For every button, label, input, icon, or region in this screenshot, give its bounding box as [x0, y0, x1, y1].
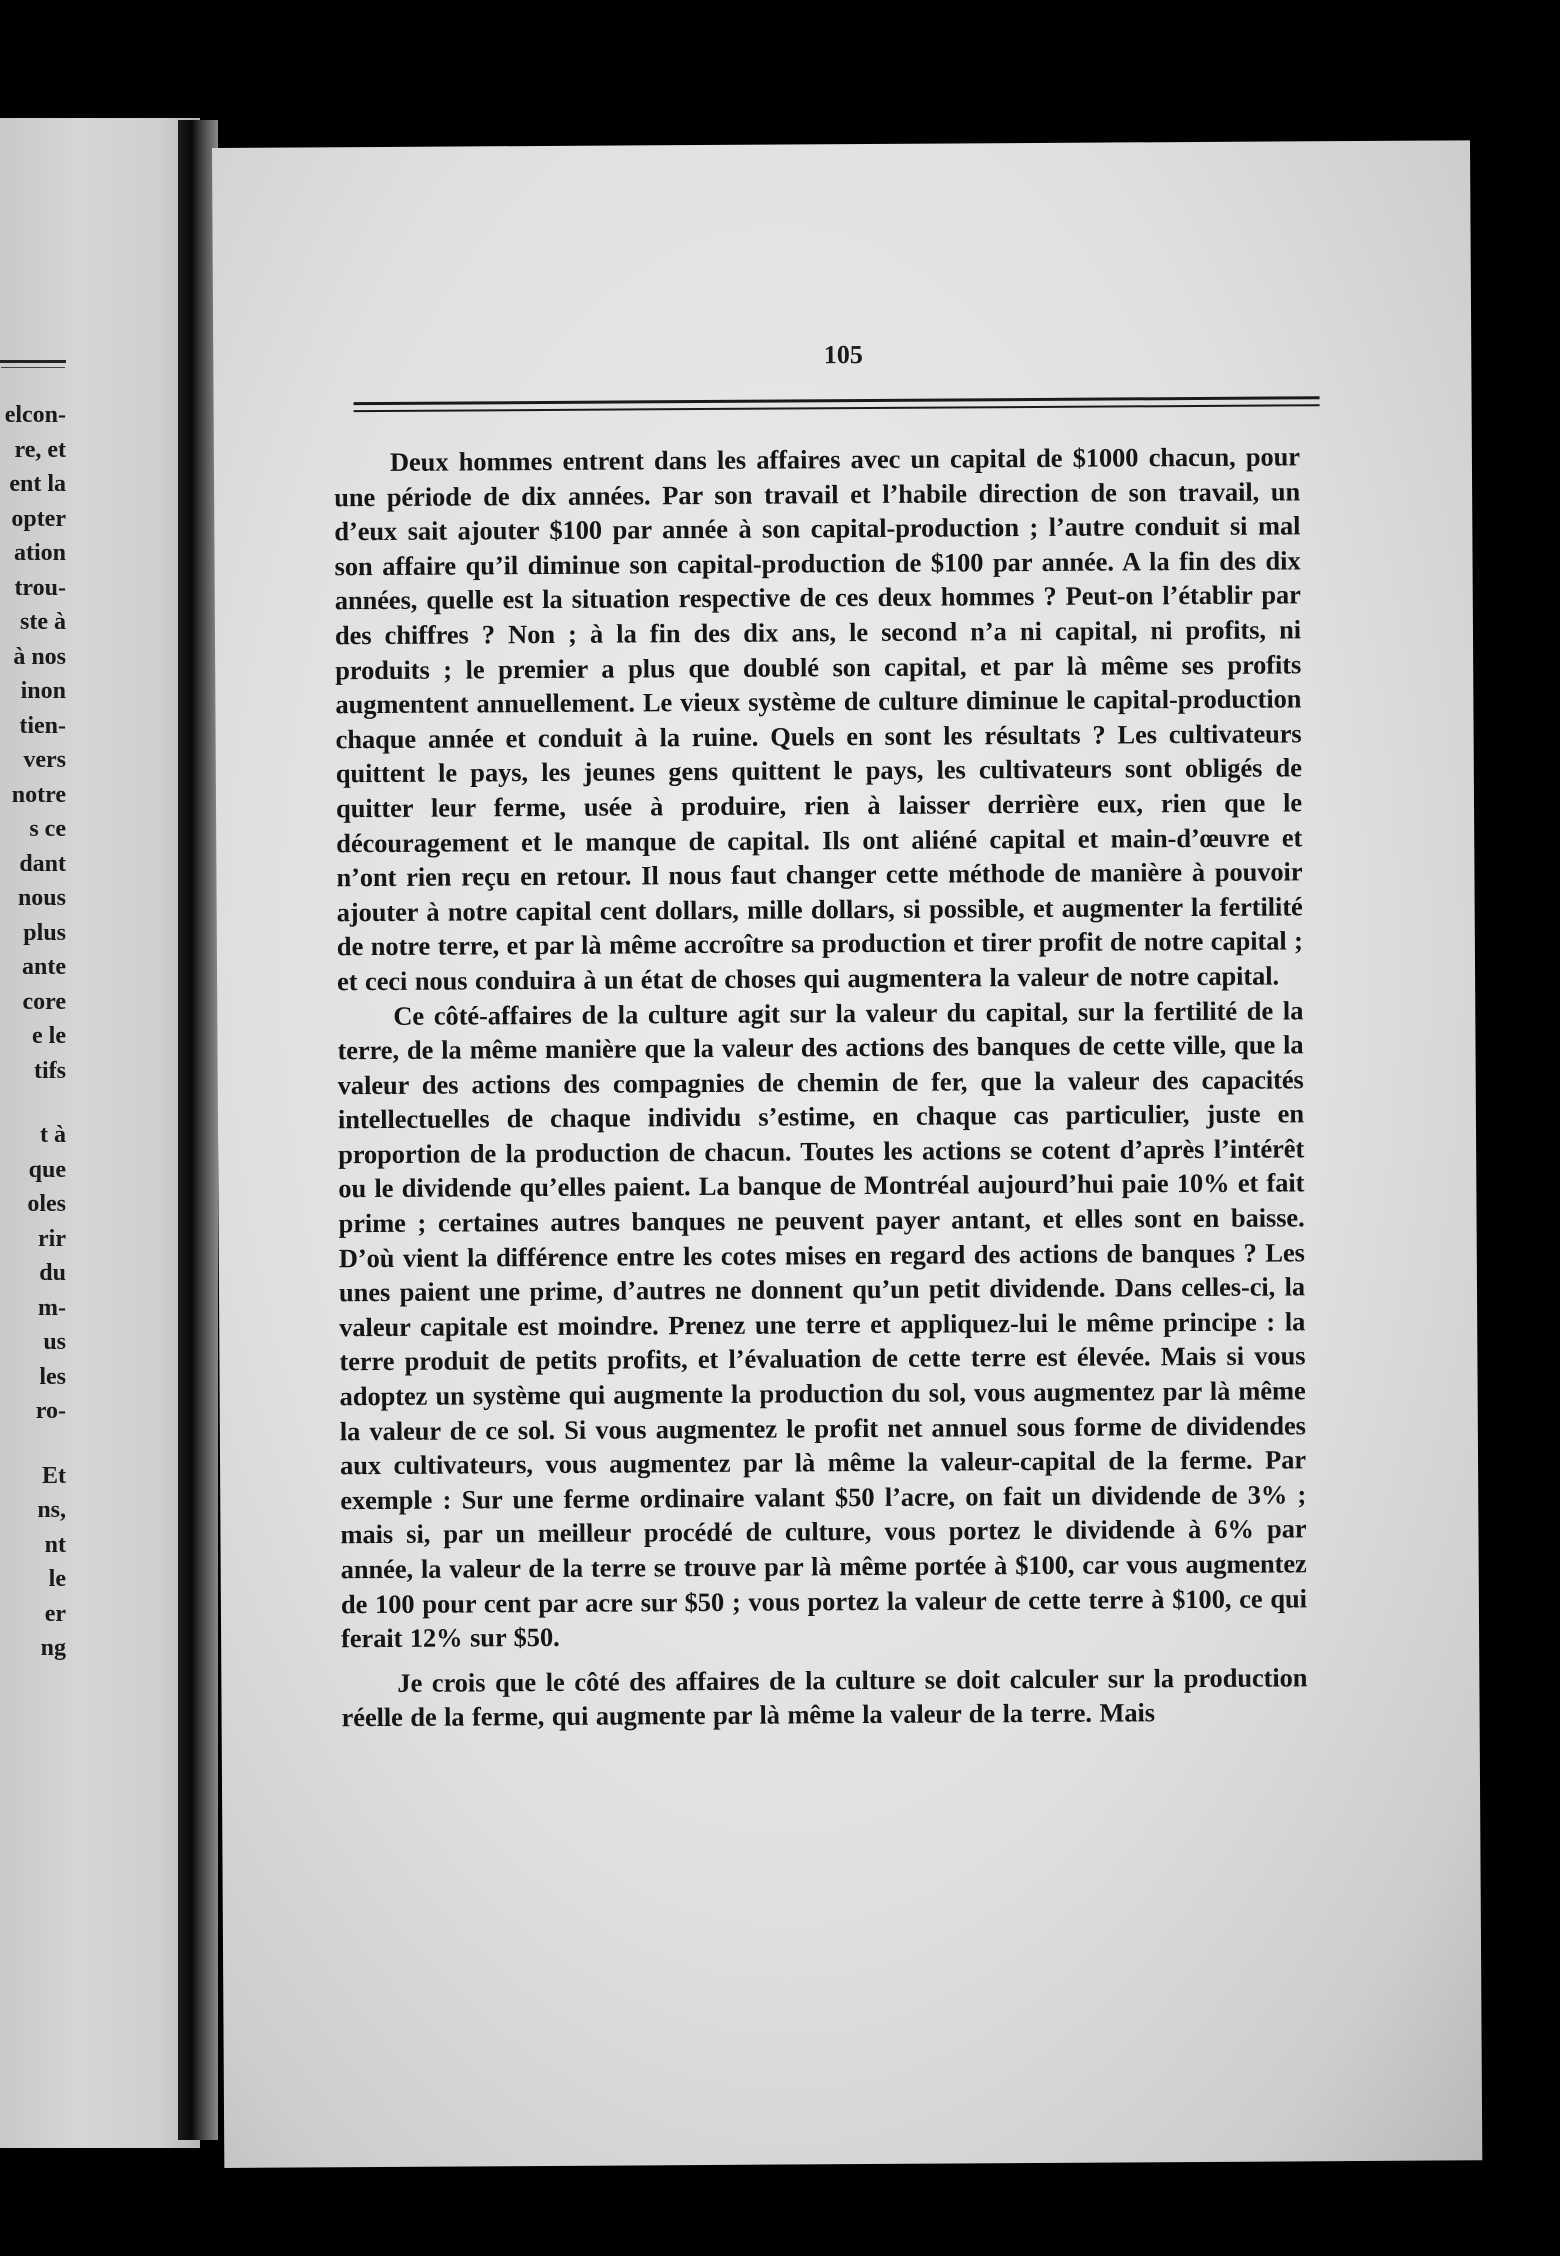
text-line: plus — [23, 919, 66, 946]
text-line: ste à — [20, 609, 66, 635]
text-line: ent la — [9, 471, 66, 497]
text-line: re, et — [14, 436, 66, 463]
text-gap — [0, 1429, 66, 1459]
text-line: opter — [11, 505, 66, 532]
paragraph: Ce côté-affaires de la culture agit sur la valeur du capital, sur la fertilité de la terre, de la même manière que la valeur des actions des banques de cette ville, que la valeur des actions des compagnies de chemin de fer, que la valeur des capacités intellectuelles de chaque individu s’estime, en chaque cas particulier, juste en proportion de la production de chacun. Toutes les actions se cotent d’après l’intérêt ou le dividende qu’elles paient. La banque de Montréal aujourd’hui paie 10% et fait prime ; certaines autres banques ne peuvent payer antant, et elles sont en baisse. D’où vient la différence entre les cotes mises en regard des actions de banques ? Les unes paient une prime, d’autres ne donnent qu’un petit dividende. Dans celles-ci, la valeur capitale est moindre. Prenez une terre et appliquez-lui le même principe : la terre produit de petits profits, et l’évaluation de cette terre est élevée. Mais si vous adoptez un système qui augmente la production du sol, vous augmentez par là même la valeur de ce sol. Si vous augmentez le profit net annuel sous forme de dividendes aux cultivateurs, vous augmentez par là même la valeur-capital de la ferme. Par exemple : Sur une ferme ordinaire valant $50 l’acre, on fait un dividende de 3% ; mais si, par un meilleur procédé de culture, vous portez le dividende à 6% par année, la valeur de la terre se trouve par là même portée à $100, car vous augmentez de 100 pour cent par acre sur $50 ; vous portez la valeur de cette terre à $100, ce qui ferait 12% sur $50. — [337, 994, 1307, 1654]
text-line: Et — [42, 1462, 66, 1489]
text-line: dant — [19, 850, 66, 877]
text-line: m- — [38, 1294, 66, 1321]
page-number: 105 — [823, 340, 863, 370]
text-line: le — [48, 1566, 66, 1592]
text-line: inon — [20, 678, 66, 704]
text-line: ante — [22, 954, 66, 980]
text-line: que — [28, 1156, 66, 1183]
text-line: rir — [38, 1225, 66, 1252]
text-line: e le — [32, 1023, 66, 1049]
previous-page-header-rule — [0, 360, 66, 363]
body-text — [334, 439, 1308, 1735]
text-line: er — [44, 1600, 66, 1627]
text-line: ng — [40, 1635, 66, 1661]
text-gap — [0, 1088, 66, 1118]
text-line: t à — [40, 1122, 66, 1148]
text-line: nous — [17, 885, 66, 911]
text-line: tien- — [19, 712, 66, 739]
header-rule — [354, 396, 1320, 405]
text-line: trou- — [14, 574, 66, 601]
text-line: ation — [13, 540, 66, 566]
text-line: à nos — [13, 643, 66, 670]
text-line: tifs — [34, 1057, 66, 1084]
paragraph: Je crois que le côté des affaires de la culture se doit calculer sur la production réelle de la ferme, qui augmente par là même la valeur de la terre. Mais — [341, 1662, 1308, 1733]
text-line: us — [43, 1329, 66, 1355]
page — [212, 140, 1482, 2168]
text-line: vers — [23, 747, 66, 773]
text-line: ro- — [35, 1398, 66, 1424]
previous-page-fragment — [0, 118, 200, 2148]
text-line: nt — [44, 1531, 66, 1558]
text-line: elcon- — [4, 402, 66, 428]
previous-page-text — [0, 398, 66, 1666]
text-line: les — [39, 1363, 66, 1390]
text-line: core — [22, 988, 66, 1015]
text-line: du — [39, 1260, 66, 1286]
text-line: notre — [11, 781, 66, 808]
text-line: oles — [27, 1191, 66, 1217]
paragraph: Deux hommes entrent dans les affaires avec un capital de $1000 chacun, pour une période de dix années. Par son travail et l’habile direction de son travail, un d’eux sait ajouter $100 par année à son capital-production ; l’autre conduit si mal son affaire qu’il diminue son capital-production de $100 par année. A la fin des dix années, quelle est la situation respective de ces deux hommes ? Peut-on l’établir par des chiffres ? Non ; à la fin des dix ans, le second n’a ni capital, ni profits, ni produits ; le premier a plus que doublé son capital, et par là même ses profits augmentent annuellement. Le vieux système de culture diminue le capital-production chaque année et conduit à la ruine. Quels en sont les résultats ? Les cultivateurs quittent le pays, les jeunes gens quittent le pays, les cultivateurs sont obligés de quitter leur ferme, usée à produire, rien à laisser derrière eux, rien que le découragement et le manque de capital. Ils ont aliéné capital et main-d’œuvre et n’ont rien reçu en retour. Il nous faut changer cette méthode de manière à pouvoir ajouter à notre capital cent dollars, mille dollars, si possible, et augmenter la fertilité de notre terre, et par là même accroître sa production et tirer profit de notre capital ; et ceci nous conduira à un état de choses qui augmentera la valeur de notre capital. — [334, 441, 1303, 997]
text-line: ns, — [37, 1497, 66, 1523]
text-line: s ce — [29, 816, 66, 842]
book-spine — [178, 120, 218, 2140]
header-rule-secondary — [354, 404, 1320, 412]
